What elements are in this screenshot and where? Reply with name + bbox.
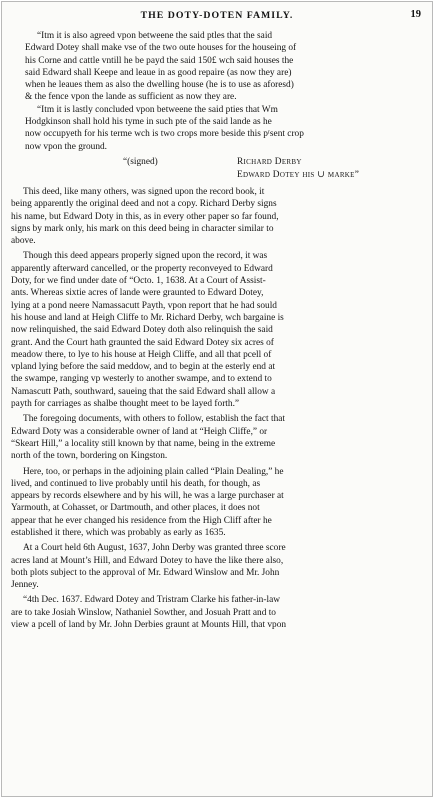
paragraph-line: Jenney.: [11, 580, 39, 591]
paragraph-line: This deed, like many others, was signed upon the record book, it: [23, 186, 265, 197]
paragraph-line: Though this deed appears properly signed upon the record, it was: [23, 251, 268, 262]
quote-line: now occupyeth for his terme wch is two crops more beside this pʳsent crop: [25, 129, 304, 140]
paragraph-mounts-hill: [11, 542, 423, 591]
paragraph-foregoing-documents: [11, 413, 423, 462]
paragraph-line: payth for carriages as shalbe thought meet to be layed forth.”: [11, 399, 240, 410]
paragraph-line: ants. Whereas sixtie acres of lande were graunted to Edward Dotey,: [11, 288, 264, 299]
paragraph-line: grant. And the Court hath graunted the said Edward Dotey six acres of: [11, 337, 274, 348]
paragraph-line: his name, but Edward Doty in this, as in every other paper so far found,: [11, 211, 279, 222]
paragraph-line: appears by records elsewhere and by his will, he was a large purchaser at: [11, 491, 284, 502]
signatory-dotey: Edward Dotey his ∪ marke”: [237, 169, 360, 180]
paragraph-line: established it there, which was probably as early as 1635.: [11, 527, 226, 538]
quote-line: “Itm it is lastly concluded vpon betweene the said pties that Wm: [37, 104, 278, 115]
page-title: THE DOTY-DOTEN FAMILY.: [140, 10, 294, 21]
paragraph-line: Namascutt Path, southward, saueing that the said Edward shall allow a: [11, 386, 276, 397]
quote-line: when he leaues them as also the dwelling house (he is to use as aforesd): [25, 80, 294, 91]
quote-line: Edward Dotey shall make vse of the two oute houses for the houseing of: [25, 43, 297, 54]
signature-block: [11, 156, 423, 183]
paragraph-line: view a pcell of land by Mr. John Derbies graunt at Mounts Hill, that vpon: [11, 620, 287, 631]
paragraph-line: apparently afterward cancelled, or the property reconveyed to Edward: [11, 263, 273, 274]
quote-line: now vpon the ground.: [25, 141, 108, 152]
paragraph-dec-1637: [11, 594, 423, 631]
paragraph-line: being apparently the original deed and not a copy. Richard Derby signs: [11, 199, 277, 210]
paragraph-line: appear that he ever changed his residence from the High Cliff after he: [11, 515, 272, 526]
paragraph-line: now relinquished, the said Edward Dotey doth also relinquish the said: [11, 325, 273, 336]
signed-label: “(signed): [123, 156, 158, 167]
paragraph-line: vpland lying before the said meddow, and to begin at the esterly end at: [11, 362, 276, 373]
paragraph-line: his house and land at Heigh Cliffe to Mr. Richard Derby, wch bargaine is: [11, 312, 284, 323]
page-number: 19: [410, 9, 421, 20]
quote-line: “Itm it is also agreed vpon betweene the said ptles that the said: [37, 31, 273, 41]
quote-line: & the fence vpon the lande as sufficient as now they are.: [25, 92, 237, 103]
paragraph-line: meadow there, to lye to his house at Heigh Cliffe, and all that pcell of: [11, 349, 272, 360]
quoted-clause-1: [11, 30, 423, 104]
paragraph-line: above.: [11, 236, 36, 247]
book-page: [11, 4, 423, 792]
quote-line: Hodgkinson shall hold his tyme in such pte of the said lande as he: [25, 117, 272, 128]
paragraph-line: lived, and continued to live probably until his death, for though, as: [11, 478, 261, 489]
paragraph-line: both plots subject to the approval of Mr. Edward Winslow and Mr. John: [11, 567, 280, 578]
paragraph-plain-dealing: [11, 466, 423, 540]
paragraph-line: “Skeart Hill,” a locality still known by that name, being in the extreme: [11, 438, 276, 449]
paragraph-court-record: [11, 250, 423, 410]
quote-line: his Corne and cattle vntill he be payd the said 150£ wch said houses the: [25, 55, 294, 66]
paragraph-deed-signing: [11, 186, 423, 247]
paragraph-line: acres land at Mount’s Hill, and Edward Dotey to have the like there also,: [11, 555, 284, 566]
paragraph-line: Edward Doty was a considerable owner of land at “Heigh Cliffe,” or: [11, 426, 268, 437]
paragraph-line: “4th Dec. 1637. Edward Dotey and Tristram Clarke his father-in-law: [23, 595, 280, 606]
running-header: [11, 10, 423, 26]
paragraph-line: The foregoing documents, with others to follow, establish the fact that: [23, 414, 285, 425]
quoted-clause-2: [11, 104, 423, 153]
paragraph-line: Doty, for we find under date of “Octo. 1, 1638. At a Court of Assist-: [11, 276, 266, 287]
signatory-derby: Richard Derby: [237, 156, 302, 167]
paragraph-line: are to take Josiah Winslow, Nathaniel Sowther, and Josuah Pratt and to: [11, 607, 276, 618]
paragraph-line: Yarmouth, at Cohasset, or Dartmouth, and other places, it does not: [11, 503, 260, 514]
quote-line: said Edward shall Keepe and leaue in as good repaire (as now they are): [25, 67, 292, 78]
paragraph-line: Here, too, or perhaps in the adjoining plain called “Plain Dealing,” he: [23, 466, 284, 477]
paragraph-line: lying at a pond neere Namassacutt Payth, vpon report that he had sould: [11, 300, 277, 311]
paragraph-line: the swampe, ranging vp westerly to another swampe, and to extend to: [11, 374, 272, 385]
paragraph-line: signs by mark only, his mark on this deed being in character similar to: [11, 223, 274, 234]
paragraph-line: north of the town, bordering on Kingston.: [11, 451, 168, 462]
paragraph-line: At a Court held 6th August, 1637, John Derby was granted three score: [23, 543, 286, 554]
